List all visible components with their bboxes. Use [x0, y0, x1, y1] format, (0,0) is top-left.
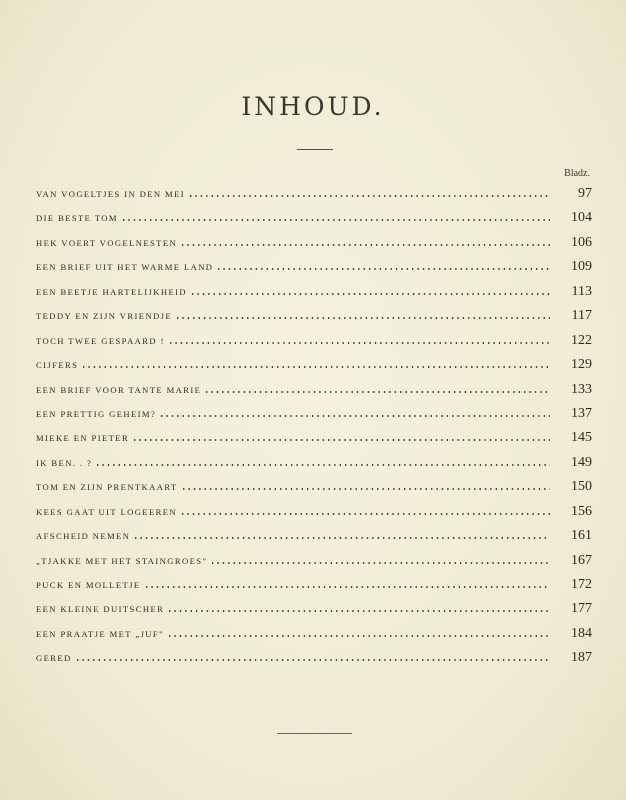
dot-leader [144, 586, 550, 588]
toc-entry [36, 650, 592, 674]
dot-leader [181, 488, 550, 490]
toc-entry-page-number: 113 [571, 283, 592, 299]
toc-entry-page-number: 122 [571, 332, 592, 348]
toc-entry-page-number: 172 [571, 577, 592, 592]
toc-entry [36, 308, 592, 332]
dot-leader [159, 415, 550, 417]
table-of-contents [36, 186, 592, 675]
toc-entry-title: EEN BRIEF UIT HET WARME LAND [36, 262, 214, 273]
toc-entry-page-number: 187 [571, 650, 592, 666]
toc-entry-page-number: 167 [571, 552, 592, 568]
toc-entry-title: AFSCHEID NEMEN [36, 531, 131, 542]
dot-leader [132, 439, 550, 441]
toc-entry-page-number: 156 [571, 503, 592, 519]
toc-entry-title: HEK VOERT VOGELNESTEN [36, 237, 178, 248]
toc-entry-title: EEN PRAATJE MET „JUF" [36, 628, 165, 639]
toc-entry-page-number: 137 [571, 405, 592, 421]
dot-leader [75, 659, 550, 661]
toc-entry-page-number: 109 [571, 259, 592, 275]
toc-entry-page-number: 117 [571, 308, 592, 324]
toc-entry-page-number: 149 [571, 454, 592, 470]
toc-entry-title: GERED [36, 653, 72, 664]
toc-entry [36, 406, 592, 430]
dot-leader [167, 610, 550, 612]
toc-entry-title: CIJFERS [36, 360, 79, 371]
toc-entry-title: PUCK EN MOLLETJE [36, 580, 141, 590]
dot-leader [188, 195, 550, 197]
toc-entry-page-number: 177 [571, 601, 592, 617]
toc-entry-page-number: 104 [571, 210, 592, 226]
dot-leader [133, 537, 550, 539]
dot-leader [190, 293, 550, 295]
toc-entry-page-number: 129 [571, 357, 592, 373]
dot-leader [175, 317, 550, 319]
toc-entry [36, 210, 592, 234]
toc-entry-title: EEN KLEINE DUITSCHER [36, 604, 165, 615]
dot-leader [210, 562, 550, 564]
toc-entry-title: DIE BESTE TOM [36, 213, 118, 224]
toc-entry-title: EEN BRIEF VOOR TANTE MARIE [36, 384, 202, 395]
toc-entry [36, 577, 592, 601]
toc-entry [36, 528, 592, 552]
toc-entry-title: IK BEN. . ? [36, 457, 93, 468]
toc-entry-title: „TJAKKE MET HET STAINGROES" [36, 555, 208, 566]
title-rule [297, 149, 333, 150]
toc-entry-page-number: 133 [571, 381, 592, 397]
toc-entry-title: TOCH TWEE GESPAARD ! [36, 335, 165, 346]
toc-entry-page-number: 184 [571, 625, 592, 641]
toc-entry [36, 455, 592, 479]
toc-entry-page-number: 150 [571, 479, 592, 495]
toc-entry [36, 430, 592, 454]
dot-leader [167, 635, 550, 637]
dot-leader [121, 219, 550, 221]
toc-entry [36, 357, 592, 381]
toc-entry [36, 553, 592, 577]
dot-leader [204, 391, 550, 393]
dot-leader [180, 513, 550, 515]
toc-entry-page-number: 106 [571, 234, 592, 250]
toc-entry-title: TOM EN ZIJN PRENTKAART [36, 482, 178, 493]
toc-entry [36, 284, 592, 308]
toc-entry-page-number: 97 [578, 186, 592, 201]
toc-entry-title: KEES GAAT UIT LOGEEREN [36, 506, 177, 517]
page-title: INHOUD. [241, 92, 385, 121]
toc-entry [36, 479, 592, 503]
dot-leader [180, 244, 550, 246]
toc-entry-title: MIEKE EN PIETER [36, 433, 130, 444]
dot-leader [95, 464, 550, 466]
toc-entry-page-number: 145 [571, 430, 592, 446]
toc-entry-title: EEN BEETJE HARTELIJKHEID [36, 286, 187, 297]
toc-entry-page-number: 161 [571, 528, 592, 544]
dot-leader [168, 342, 550, 344]
toc-entry [36, 186, 592, 210]
toc-entry-title: EEN PRETTIG GEHEIM? [36, 408, 157, 419]
toc-entry [36, 235, 592, 259]
toc-entry [36, 382, 592, 406]
bottom-rule [277, 733, 352, 734]
toc-entry [36, 333, 592, 357]
toc-entry [36, 504, 592, 528]
toc-entry [36, 626, 592, 650]
toc-entry [36, 601, 592, 625]
toc-entry-title: VAN VOGELTJES IN DEN MEI [36, 189, 185, 199]
dot-leader [81, 366, 550, 368]
dot-leader [216, 268, 550, 270]
page-column-header: Bladz. [564, 168, 590, 179]
toc-entry-title: TEDDY EN ZIJN VRIENDJE [36, 311, 173, 322]
toc-entry [36, 259, 592, 283]
